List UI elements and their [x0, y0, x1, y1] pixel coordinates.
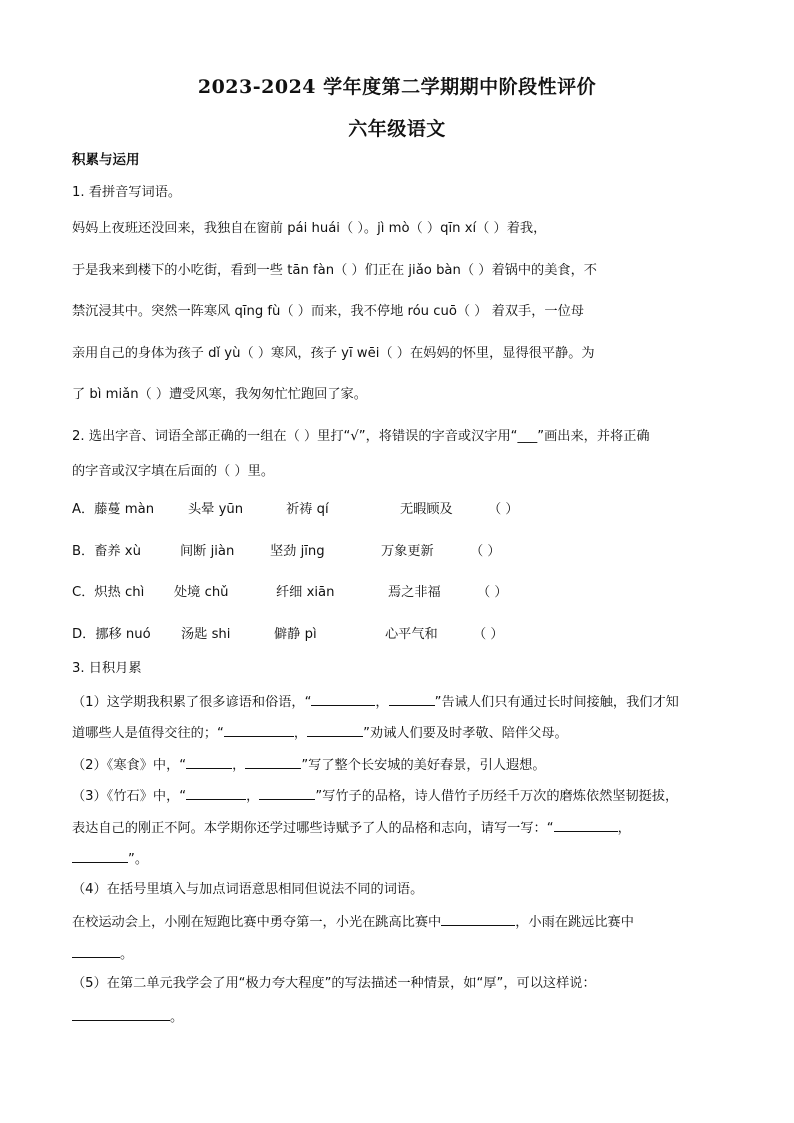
question-3-5-line: 。 [72, 1007, 732, 1027]
option-word: 祈祷 qí [286, 502, 329, 517]
option-word: 万象更新 [381, 544, 434, 559]
question-2-line: 2. 选出字音、词语全部正确的一组在（ ）里打“√”，将错误的字音或汉字用“___”画出来，并将正确 [72, 429, 650, 444]
option-word: 间断 jiàn [180, 544, 235, 559]
answer-blank[interactable] [72, 1007, 170, 1021]
question-3-4-line: 在校运动会上，小刚在短跑比赛中勇夺第一，小光在跳高比赛中 ，小雨在跳远比赛中 [72, 912, 732, 932]
option-word: 处境 chǔ [174, 585, 229, 600]
answer-bracket: （ ） [477, 585, 508, 600]
question-1-line: 禁沉浸其中。突然一阵寒风 qīng fù（ ）而来，我不停地 róu cuō（ ） 着双手，一位母 [72, 304, 584, 319]
answer-bracket: （ ） [488, 502, 519, 517]
question-3-5-line: （5）在第二单元我学会了用“极力夸大程度”的写法描述一种情景，如“厚”，可以这样说： [72, 976, 596, 991]
question-1-line: 亲用自己的身体为孩子 dǐ yù（ ）寒风，孩子 yī wēi（ ）在妈妈的怀里，显得很平静。为 [72, 346, 595, 361]
answer-blank[interactable] [224, 723, 294, 737]
option-word: D．挪移 nuó [72, 627, 151, 642]
page-subtitle: 六年级语文 [348, 118, 446, 140]
question-2-line: 的字音或汉字填在后面的（ ）里。 [72, 464, 275, 479]
option-word: 纤细 xiān [276, 585, 335, 600]
question-3-4-line: （4）在括号里填入与加点词语意思相同但说法不同的词语。 [72, 882, 424, 897]
answer-blank[interactable] [259, 786, 315, 800]
question-1-line: 于是我来到楼下的小吃街，看到一些 tān fàn（ ）们正在 jiǎo bàn（ ）着锅中的美食，不 [72, 263, 597, 278]
option-word: 心平气和 [385, 627, 438, 642]
option-word: C．炽热 chì [72, 585, 145, 600]
question-3-3-line: （3）《竹石》中，“ ， ”写竹子的品格，诗人借竹子历经千万次的磨炼依然坚韧挺拔， [72, 786, 732, 806]
answer-blank[interactable] [311, 692, 375, 706]
answer-bracket: （ ） [470, 544, 501, 559]
question-1-title: 1. 看拼音写词语。 [72, 185, 182, 200]
answer-blank[interactable] [307, 723, 363, 737]
answer-blank[interactable] [186, 786, 246, 800]
option-word: 无暇顾及 [400, 502, 453, 517]
question-3-3-line: 表达自己的刚正不阿。本学期你还学过哪些诗赋予了人的品格和志向，请写一写：“ ， [72, 818, 732, 838]
section-heading: 积累与运用 [72, 152, 140, 168]
answer-bracket: （ ） [473, 627, 504, 642]
answer-blank[interactable] [186, 755, 232, 769]
question-3-3-line: ”。 [72, 849, 732, 869]
answer-blank[interactable] [554, 818, 618, 832]
option-word: 焉之非福 [388, 585, 441, 600]
answer-blank[interactable] [441, 912, 515, 926]
question-3-title: 3. 日积月累 [72, 661, 142, 676]
option-word: B．畜养 xù [72, 544, 141, 559]
option-word: 坚劲 jīng [270, 544, 325, 559]
option-word: 僻静 pì [274, 627, 317, 642]
page-title: 2023-2024 学年度第二学期期中阶段性评价 [197, 76, 597, 98]
question-1-line: 妈妈上夜班还没回来，我独自在窗前 pái huái（ ）。jì mò（ ）qīn xí（ ）着我， [72, 221, 547, 236]
question-3-1-line: （1）这学期我积累了很多谚语和俗语，“ ， ”告诫人们只有通过长时间接触，我们才知 [72, 692, 732, 712]
answer-blank[interactable] [389, 692, 435, 706]
question-3-4-line: 。 [72, 944, 732, 964]
answer-blank[interactable] [245, 755, 301, 769]
option-word: 头晕 yūn [188, 502, 244, 517]
answer-blank[interactable] [72, 849, 128, 863]
option-word: 汤匙 shi [181, 627, 231, 642]
option-word: A．藤蔓 màn [72, 502, 155, 517]
answer-blank[interactable] [72, 944, 120, 958]
question-3-2-line: （2）《寒食》中，“ ， ”写了整个长安城的美好春景，引人遐想。 [72, 755, 732, 775]
question-1-line: 了 bì miǎn（ ）遭受风寒，我匆匆忙忙跑回了家。 [72, 387, 367, 402]
question-3-1-line: 道哪些人是值得交往的；“ ， ”劝诫人们要及时孝敬、陪伴父母。 [72, 723, 732, 743]
